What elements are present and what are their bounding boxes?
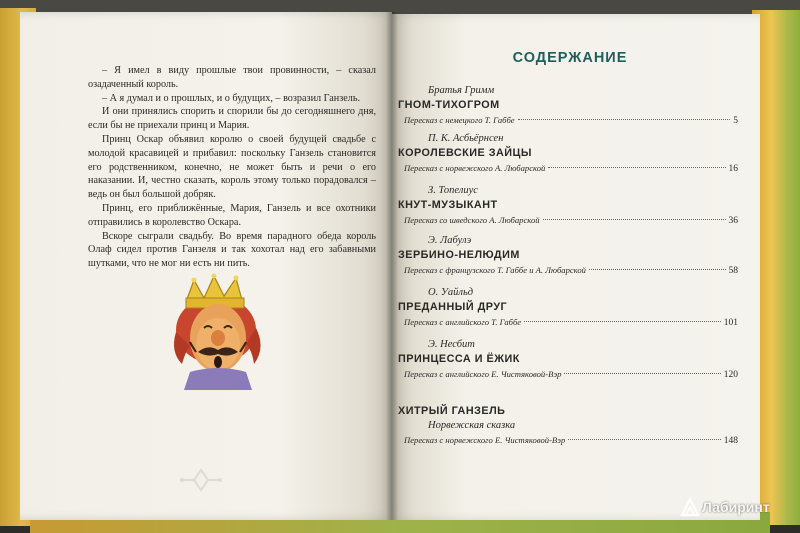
paragraph: – Я имел в виду прошлые твои провинности, – сказал озадаченный король. <box>88 65 376 90</box>
toc-retelling-text: Пересказ с французского Т. Габбе и А. Любарской <box>404 265 586 275</box>
toc-author: З. Топелиус <box>428 185 478 196</box>
toc-entry <box>398 286 738 329</box>
toc-retelling <box>398 367 738 381</box>
toc-author: П. К. Асбьёрнсен <box>428 133 504 144</box>
toc-retelling <box>398 113 738 127</box>
paragraph: И они принялись спорить и спорили бы до сегодняшнего дня, если бы не приехали принц и Мария. <box>88 106 376 132</box>
labirint-logo-icon <box>680 497 700 517</box>
toc-subtitle: Норвежская сказка <box>428 420 516 431</box>
dot-leader <box>589 269 726 270</box>
toc-story-title: КОРОЛЕВСКИЕ ЗАЙЦЫ <box>398 147 532 159</box>
toc-retelling <box>398 263 738 277</box>
toc-page-number: 5 <box>733 116 738 126</box>
toc-page-number: 58 <box>728 266 738 276</box>
watermark <box>680 494 790 520</box>
toc-page-number: 148 <box>723 436 738 446</box>
toc-page-number: 120 <box>723 370 738 380</box>
toc-story-title: ПРЕДАННЫЙ ДРУГ <box>398 301 508 313</box>
watermark-text: Лабиринт <box>702 499 770 515</box>
toc-story-title: ПРИНЦЕССА И ЁЖИК <box>398 353 520 365</box>
dot-leader <box>543 219 726 220</box>
toc-retelling-text: Пересказ с немецкого Т. Габбе <box>404 115 515 125</box>
paragraph: Принц, его приближённые, Мария, Ганзель и все охотники отправились в королевство Оскара. <box>88 202 376 228</box>
book-gutter <box>386 12 398 520</box>
toc-author: О. Уайльд <box>428 287 474 298</box>
dot-leader <box>524 321 721 322</box>
toc-author: Э. Лабулэ <box>428 235 472 246</box>
toc-entry <box>398 234 738 277</box>
toc-entry <box>398 132 738 175</box>
contents-title: СОДЕРЖАНИЕ <box>512 50 628 66</box>
toc-page-number: 36 <box>728 216 738 226</box>
toc-retelling <box>398 315 738 329</box>
toc-page-number: 16 <box>728 164 738 174</box>
toc-author: Э. Несбит <box>428 339 475 350</box>
toc-retelling-text: Пересказ с английского Е. Чистяковой-Вэр <box>404 369 562 379</box>
toc-retelling <box>398 213 738 227</box>
dot-leader <box>568 439 721 440</box>
toc-entry <box>398 184 738 227</box>
toc-story-title: КНУТ-МУЗЫКАНТ <box>398 199 498 211</box>
paragraph: Вскоре сыграли свадьбу. Во время парадного обеда король Олаф сидел против Ганзеля и так хохотал над его забавными шутками, что не мог ни есть ни пить. <box>88 230 376 270</box>
toc-entry <box>398 338 738 381</box>
toc-story-title: ГНОМ-ТИХОГРОМ <box>398 99 500 111</box>
paragraph: Принц Оскар объявил королю о своей будущей свадьбе с молодой красавицей и прибавил: поскольку Ганзель становится его родственником, конечно, не может быть и речи о его наказании. И, честно сказать, король этому только порадовался – ведь он был большой добряк. <box>88 133 376 201</box>
king-illustration <box>168 272 268 390</box>
toc-retelling-text: Пересказ с норвежского Е. Чистяковой-Вэр <box>404 435 566 445</box>
dot-leader <box>564 373 720 374</box>
dot-leader <box>548 167 725 168</box>
paragraph: – А я думал и о прошлых, и о будущих, – возразил Ганзель. <box>102 92 361 104</box>
toc-page-number: 101 <box>723 318 738 328</box>
toc-story-title: ХИТРЫЙ ГАНЗЕЛЬ <box>398 405 506 417</box>
toc-retelling <box>398 433 738 447</box>
toc-entry <box>398 404 738 447</box>
story-text <box>88 64 376 271</box>
toc-retelling-text: Пересказ с английского Т. Габбе <box>404 317 522 327</box>
dot-leader <box>518 119 731 120</box>
toc-entry <box>398 84 738 127</box>
ornament-icon <box>178 468 224 492</box>
toc-author: Братья Гримм <box>428 85 495 96</box>
toc-retelling <box>398 161 738 175</box>
toc-story-title: ЗЕРБИНО-НЕЛЮДИМ <box>398 249 520 261</box>
toc-retelling-text: Пересказ с норвежского А. Любарской <box>404 163 546 173</box>
toc-retelling-text: Пересказ со шведского А. Любарской <box>404 215 540 225</box>
